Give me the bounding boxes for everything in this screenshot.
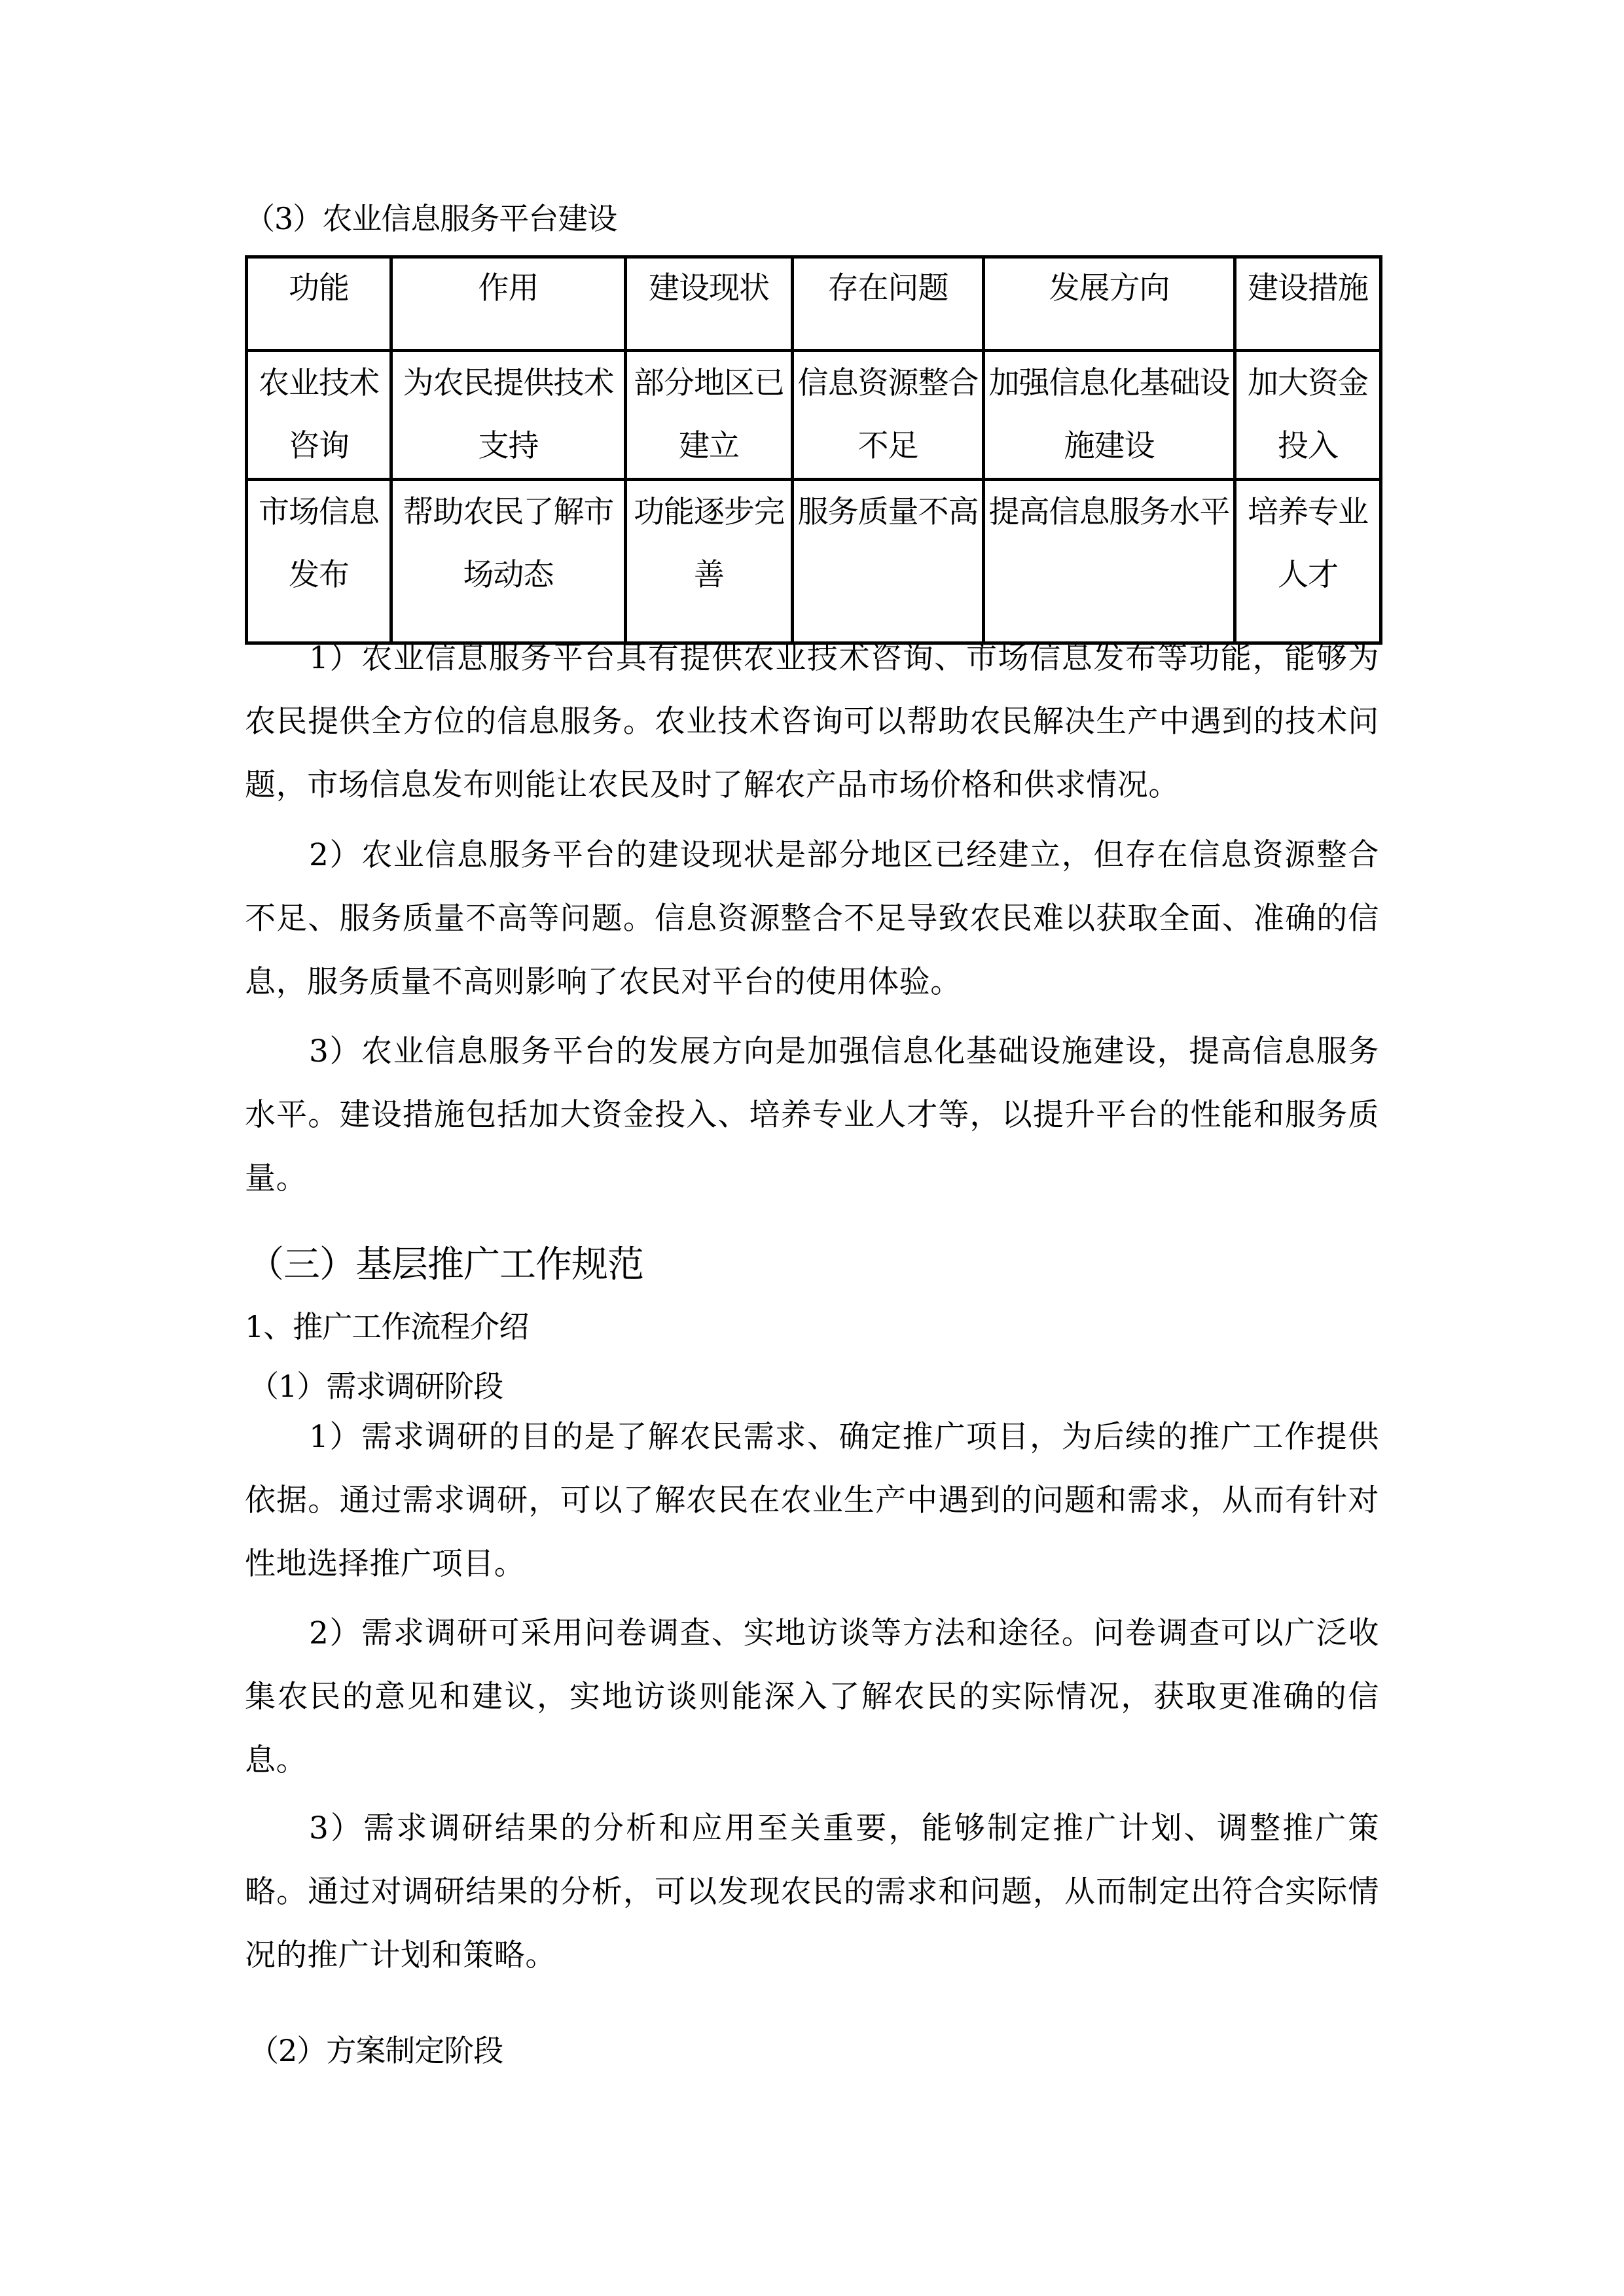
stage-heading-plan: （2）方案制定阶段 [249,2033,503,2068]
table-cell: 服务质量不高 [793,480,984,643]
subsection-heading-platform: （3）农业信息服务平台建设 [245,201,617,236]
table-header-cell: 功能 [247,257,391,351]
paragraph: 3）需求调研结果的分析和应用至关重要，能够制定推广计划、调整推广策略。通过对调研结果的分析，可以发现农民的需求和问题，从而制定出符合实际情况的推广计划和策略。 [245,1810,1379,1973]
table-header-cell: 存在问题 [793,257,984,351]
table-cell: 农业技术咨询 [247,351,391,480]
stage-heading-research: （1）需求调研阶段 [249,1369,503,1404]
table-cell: 加大资金投入 [1235,351,1381,480]
table-cell: 提高信息服务水平 [984,480,1235,643]
table-cell: 信息资源整合不足 [793,351,984,480]
paragraph: 2）需求调研可采用问卷调查、实地访谈等方法和途径。问卷调查可以广泛收集农民的意见和建议，实地访谈则能深入了解农民的实际情况，获取更准确的信息。 [245,1615,1379,1778]
table-header-row [247,257,1381,351]
paragraph: 3）农业信息服务平台的发展方向是加强信息化基础设施建设，提高信息服务水平。建设措施包括加大资金投入、培养专业人才等，以提升平台的性能和服务质量。 [245,1033,1379,1196]
table-cell: 帮助农民了解市场动态 [391,480,626,643]
table-header-cell: 作用 [391,257,626,351]
table-cell: 功能逐步完善 [626,480,793,643]
table-cell: 培养专业人才 [1235,480,1381,643]
table-header-cell: 建设现状 [626,257,793,351]
table-cell: 为农民提供技术支持 [391,351,626,480]
paragraph: 1）需求调研的目的是了解农民需求、确定推广项目，为后续的推广工作提供依据。通过需求调研，可以了解农民在农业生产中遇到的问题和需求，从而有针对性地选择推广项目。 [245,1419,1379,1582]
table-cell: 加强信息化基础设施建设 [984,351,1235,480]
section-heading: （三）基层推广工作规范 [247,1244,643,1286]
platform-table [245,255,1382,645]
paragraph: 2）农业信息服务平台的建设现状是部分地区已经建立，但存在信息资源整合不足、服务质量不高等问题。信息资源整合不足导致农民难以获取全面、准确的信息，服务质量不高则影响了农民对平台的使用体验。 [245,837,1379,1000]
table-header-cell: 发展方向 [984,257,1235,351]
table-row [247,351,1381,480]
table-header-cell: 建设措施 [1235,257,1381,351]
paragraph: 1）农业信息服务平台具有提供农业技术咨询、市场信息发布等功能，能够为农民提供全方位的信息服务。农业技术咨询可以帮助农民解决生产中遇到的技术问题，市场信息发布则能让农民及时了解农产品市场价格和供求情况。 [245,640,1379,803]
table-row [247,480,1381,643]
table-cell: 部分地区已建立 [626,351,793,480]
table-cell: 市场信息发布 [247,480,391,643]
subsection-heading: 1、推广工作流程介绍 [245,1309,529,1344]
